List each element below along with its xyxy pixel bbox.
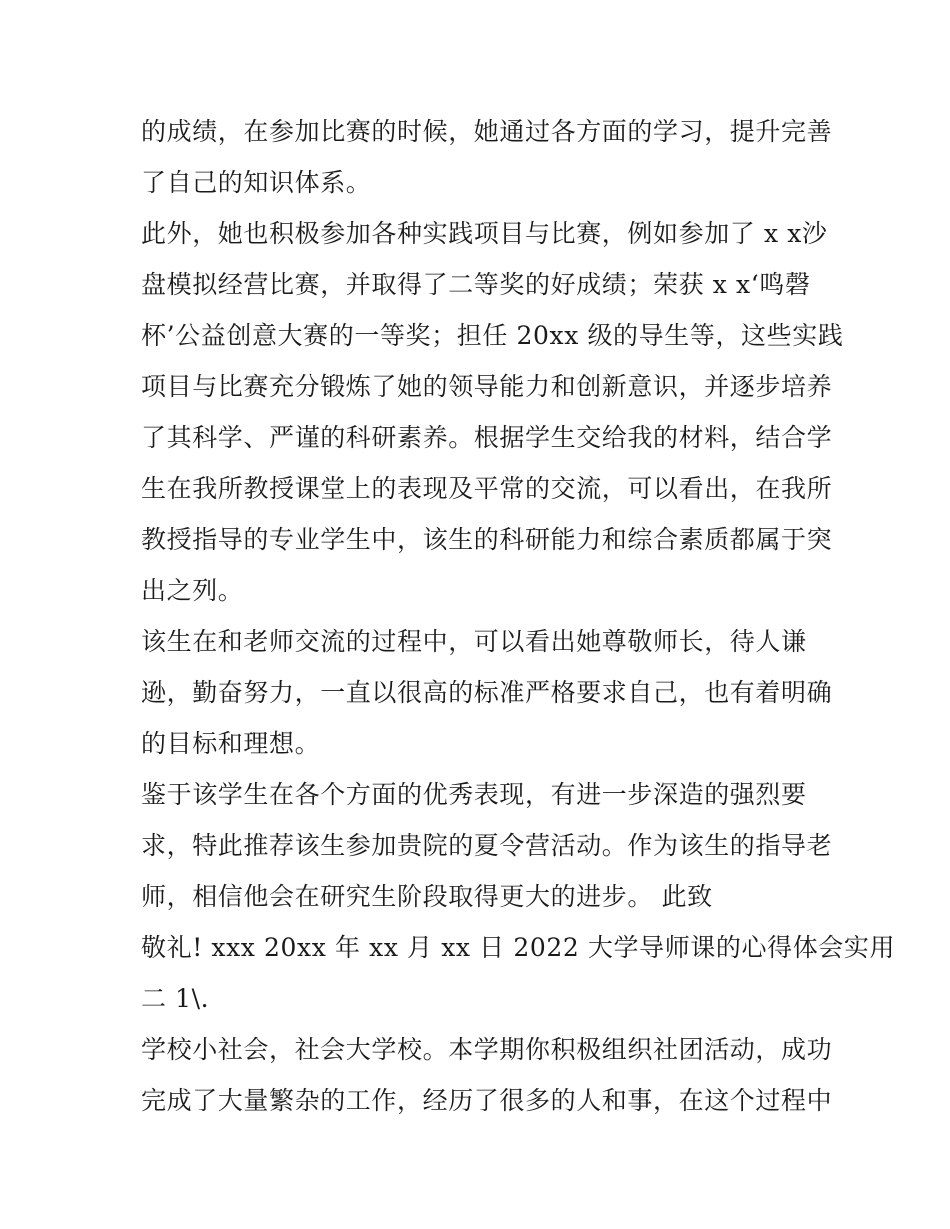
text-line: 盘模拟经营比赛，并取得了二等奖的好成绩；荣获 x x‘鸣磬 xyxy=(141,270,811,299)
text-line: 鉴于该学生在各个方面的优秀表现，有进一步深造的强烈要 xyxy=(141,780,807,809)
text-line: 出之列。 xyxy=(141,576,244,605)
text-line: 完成了大量繁杂的工作，经历了很多的人和事，在这个过程中 xyxy=(141,1086,833,1115)
text-line: 此外，她也积极参加各种实践项目与比赛，例如参加了 x x沙 xyxy=(141,219,828,248)
text-line: 杯’公益创意大赛的一等奖；担任 20xx 级的导生等，这些实践 xyxy=(141,321,844,350)
document-body xyxy=(141,106,896,1126)
text-line: 学校小社会，社会大学校。本学期你积极组织社团活动，成功 xyxy=(141,1035,833,1064)
text-line: 项目与比赛充分锻炼了她的领导能力和创新意识，并逐步培养 xyxy=(141,372,833,401)
text-line: 该生在和老师交流的过程中，可以看出她尊敬师长，待人谦 xyxy=(141,627,807,656)
text-line: 教授指导的专业学生中，该生的科研能力和综合素质都属于突 xyxy=(141,525,833,554)
text-line: 的成绩，在参加比赛的时候，她通过各方面的学习，提升完善 xyxy=(141,117,833,146)
text-line: 生在我所教授课堂上的表现及平常的交流，可以看出，在我所 xyxy=(141,474,833,503)
text-line: 师，相信他会在研究生阶段取得更大的进步。 此致 xyxy=(141,882,713,911)
text-line: 求，特此推荐该生参加贵院的夏令营活动。作为该生的指导老 xyxy=(141,831,833,860)
text-line: 了其科学、严谨的科研素养。根据学生交给我的材料，结合学 xyxy=(141,423,833,452)
text-line: 二 1\. xyxy=(141,984,210,1013)
text-line: 敬礼! xxx 20xx 年 xx 月 xx 日 2022 大学导师课的心得体会实用 xyxy=(141,933,896,962)
text-line: 逊，勤奋努力，一直以很高的标准严格要求自己，也有着明确 xyxy=(141,678,833,707)
text-line: 的目标和理想。 xyxy=(141,729,321,758)
text-line: 了自己的知识体系。 xyxy=(141,168,372,197)
